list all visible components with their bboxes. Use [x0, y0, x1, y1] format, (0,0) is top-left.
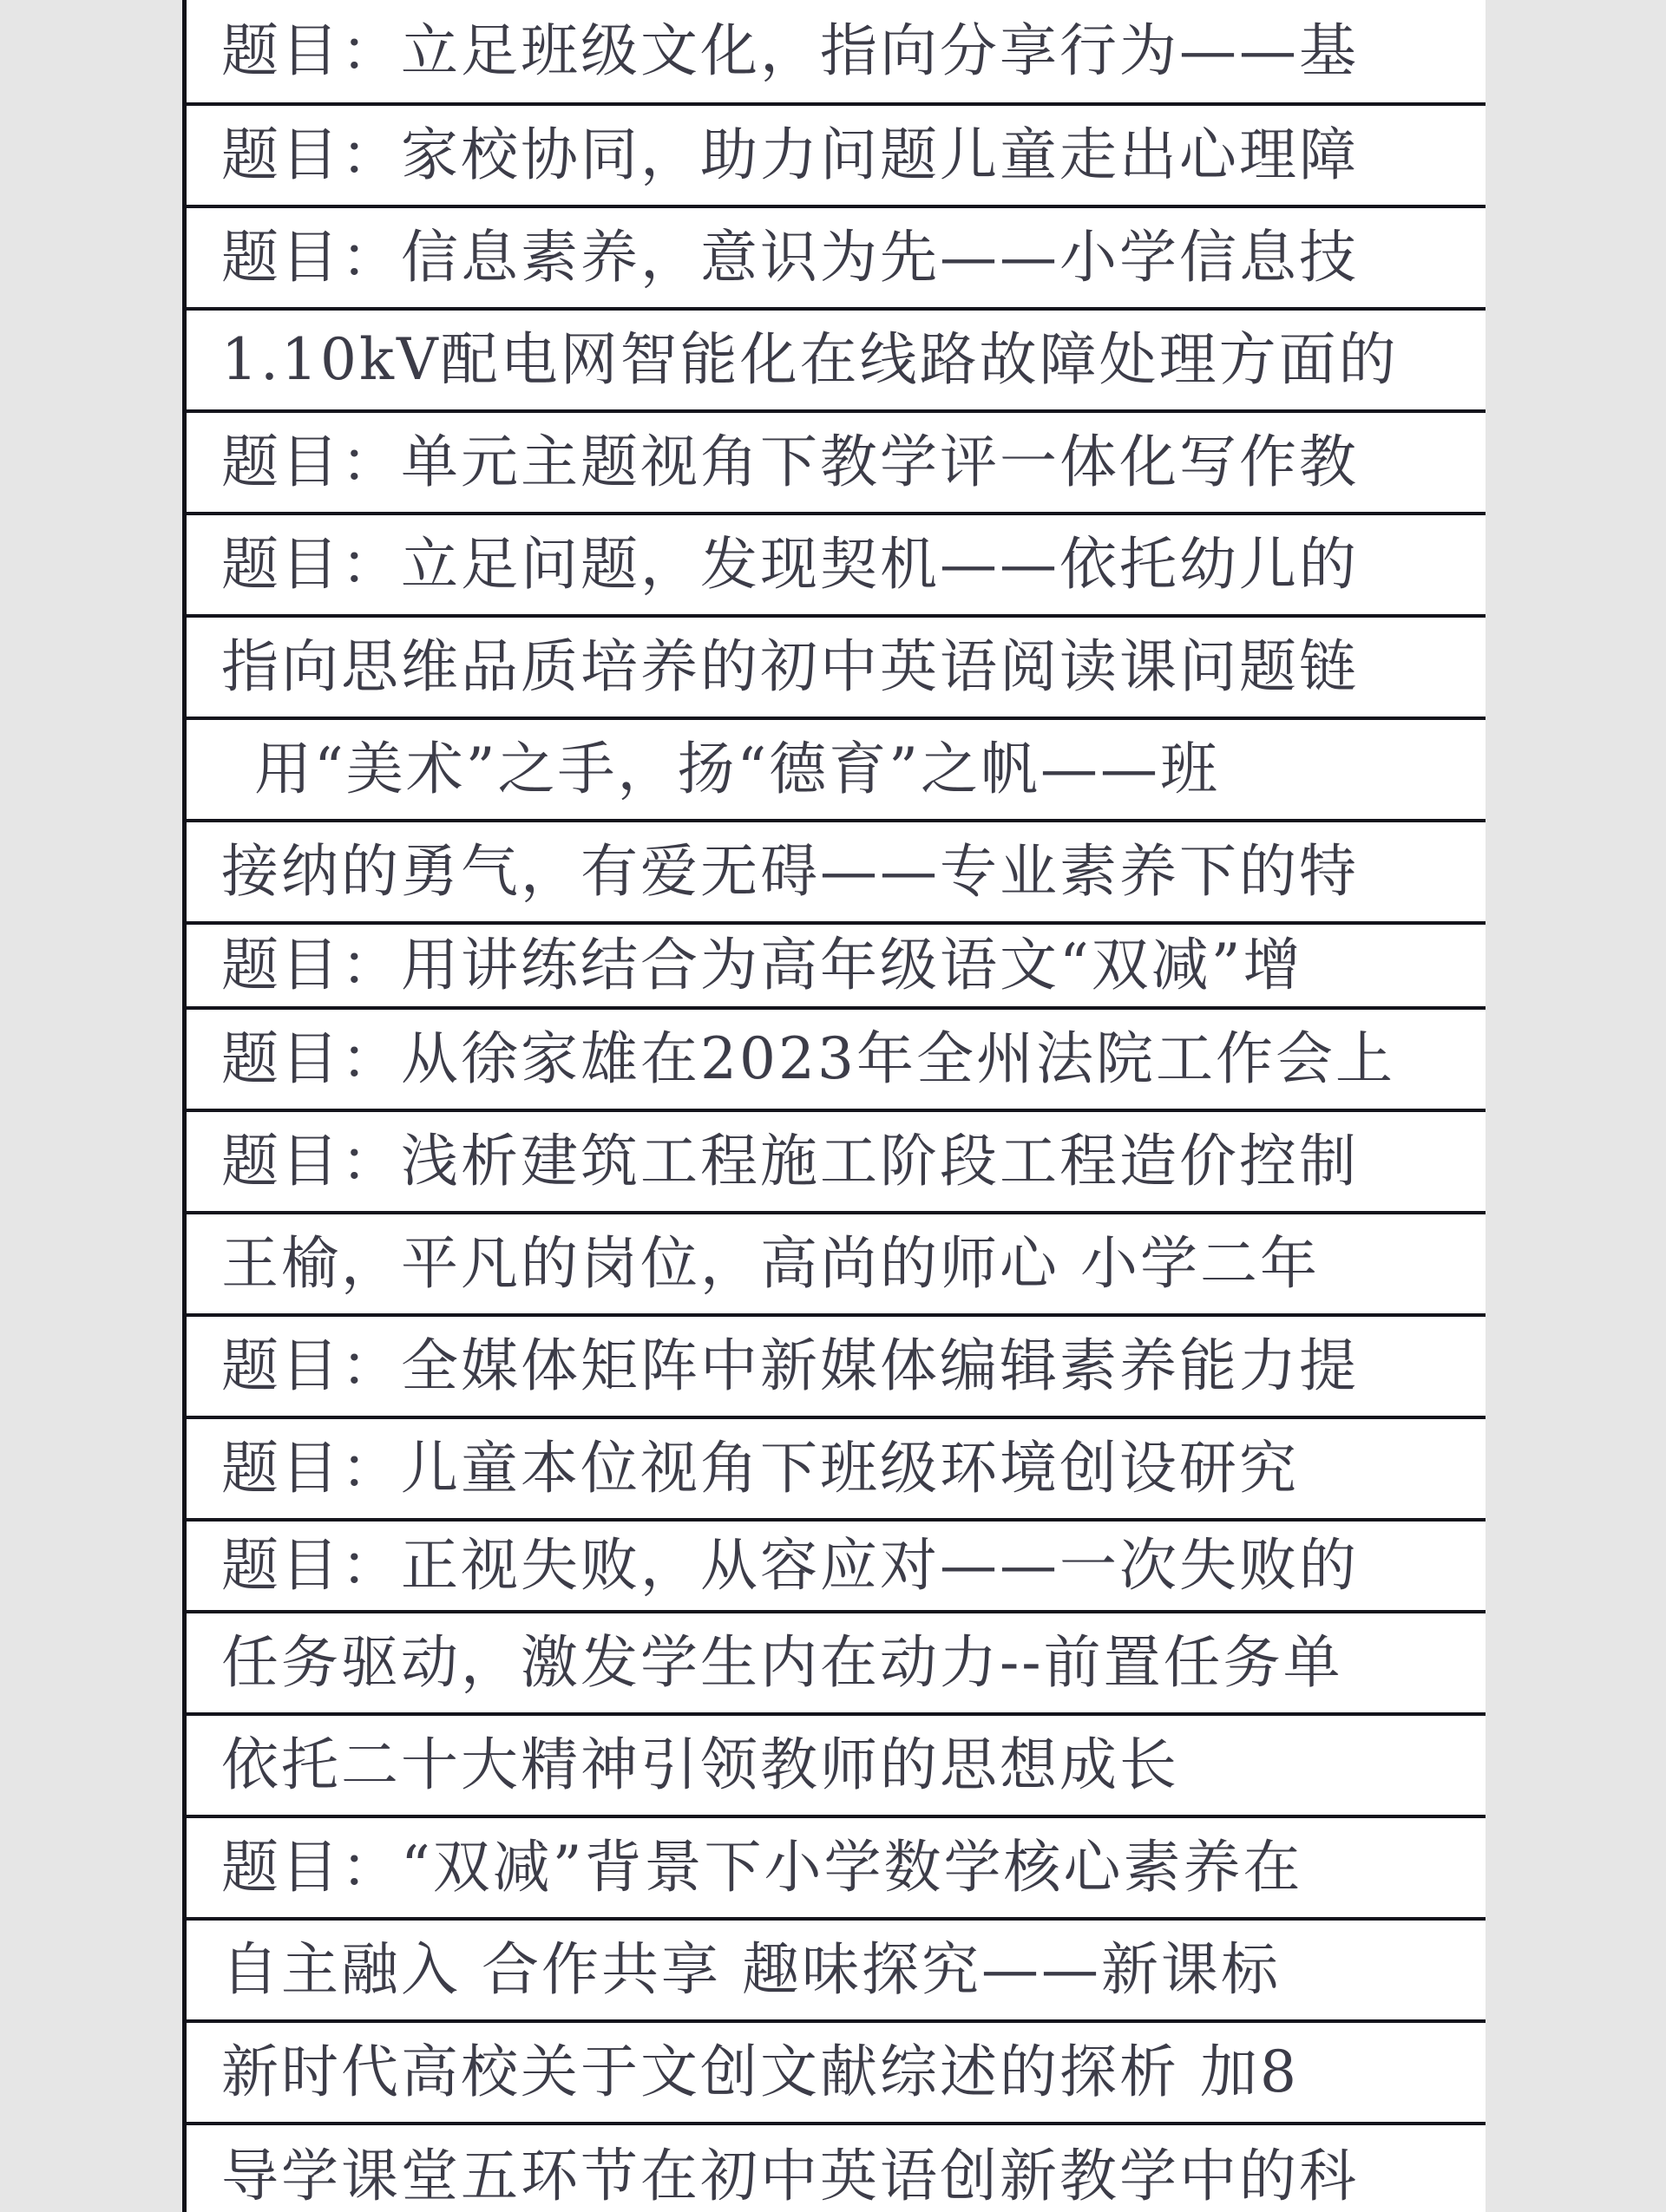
cell-title-text: 题目：信息素养，意识为先——小学信息技: [221, 224, 1359, 291]
cell-title-text: 题目：儿童本位视角下班级环境创设研究: [221, 1435, 1299, 1502]
cell-title-text: 导学课堂五环节在初中英语创新教学中的科: [221, 2143, 1359, 2209]
table-row[interactable]: [187, 1419, 1486, 1522]
table-row[interactable]: [187, 618, 1486, 720]
cell-title-text: 自主融入 合作共享 趣味探究——新课标: [221, 1936, 1281, 2003]
cell-title-text: 指向思维品质培养的初中英语阅读课问题链: [221, 633, 1359, 700]
table-row[interactable]: [187, 1112, 1486, 1214]
cell-title-text: 用“美术”之手，扬“德育”之帆——班: [254, 736, 1220, 802]
table-row[interactable]: [187, 0, 1486, 106]
cell-title-text: 王榆，平凡的岗位，高尚的师心 小学二年: [221, 1230, 1320, 1297]
table-row[interactable]: [187, 515, 1486, 618]
cell-title-text: 1.10kV配电网智能化在线路故障处理方面的: [221, 326, 1399, 393]
spreadsheet-column: [182, 0, 1486, 2212]
table-row[interactable]: [187, 1317, 1486, 1419]
cell-title-text: 接纳的勇气，有爱无碍——专业素养下的特: [221, 838, 1359, 905]
cell-title-text: 任务驱动，激发学生内在动力--前置任务单: [221, 1629, 1343, 1696]
table-row[interactable]: [187, 822, 1486, 925]
cell-title-text: 题目：浅析建筑工程施工阶段工程造价控制: [221, 1128, 1359, 1194]
table-row[interactable]: [187, 1818, 1486, 1921]
cell-title-text: 题目：立足班级文化，指向分享行为——基: [221, 17, 1359, 84]
cell-title-text: 依托二十大精神引领教师的思想成长: [221, 1731, 1179, 1798]
table-row[interactable]: [187, 2125, 1486, 2212]
cell-title-text: 题目：家校协同，助力问题儿童走出心理障: [221, 121, 1359, 188]
table-row[interactable]: [187, 2023, 1486, 2125]
table-row[interactable]: [187, 311, 1486, 413]
table-row[interactable]: [187, 1522, 1486, 1613]
cell-title-text: 题目：“双减”背景下小学数学核心素养在: [221, 1834, 1303, 1901]
cell-title-text: 题目：从徐家雄在2023年全州法院工作会上: [221, 1025, 1395, 1092]
cell-title-text: 题目：正视失败，从容应对——一次失败的: [221, 1532, 1359, 1599]
table-row[interactable]: [187, 925, 1486, 1010]
cell-title-text: 题目：用讲练结合为高年级语文“双减”增: [221, 932, 1303, 998]
table-row[interactable]: [187, 106, 1486, 208]
table-row[interactable]: [187, 1921, 1486, 2023]
table-row[interactable]: [187, 1716, 1486, 1818]
cell-title-text: 题目：全媒体矩阵中新媒体编辑素养能力提: [221, 1332, 1359, 1399]
table-row[interactable]: [187, 413, 1486, 515]
table-row[interactable]: [187, 1214, 1486, 1317]
table-row[interactable]: [187, 1010, 1486, 1112]
table-row[interactable]: [187, 208, 1486, 311]
table-row[interactable]: [187, 720, 1486, 822]
cell-title-text: 新时代高校关于文创文献综述的探析 加8: [221, 2039, 1299, 2105]
cell-title-text: 题目：立足问题，发现契机——依托幼儿的: [221, 531, 1359, 598]
title-list: [187, 0, 1486, 2212]
table-row[interactable]: [187, 1613, 1486, 1716]
cell-title-text: 题目：单元主题视角下教学评一体化写作教: [221, 429, 1359, 495]
